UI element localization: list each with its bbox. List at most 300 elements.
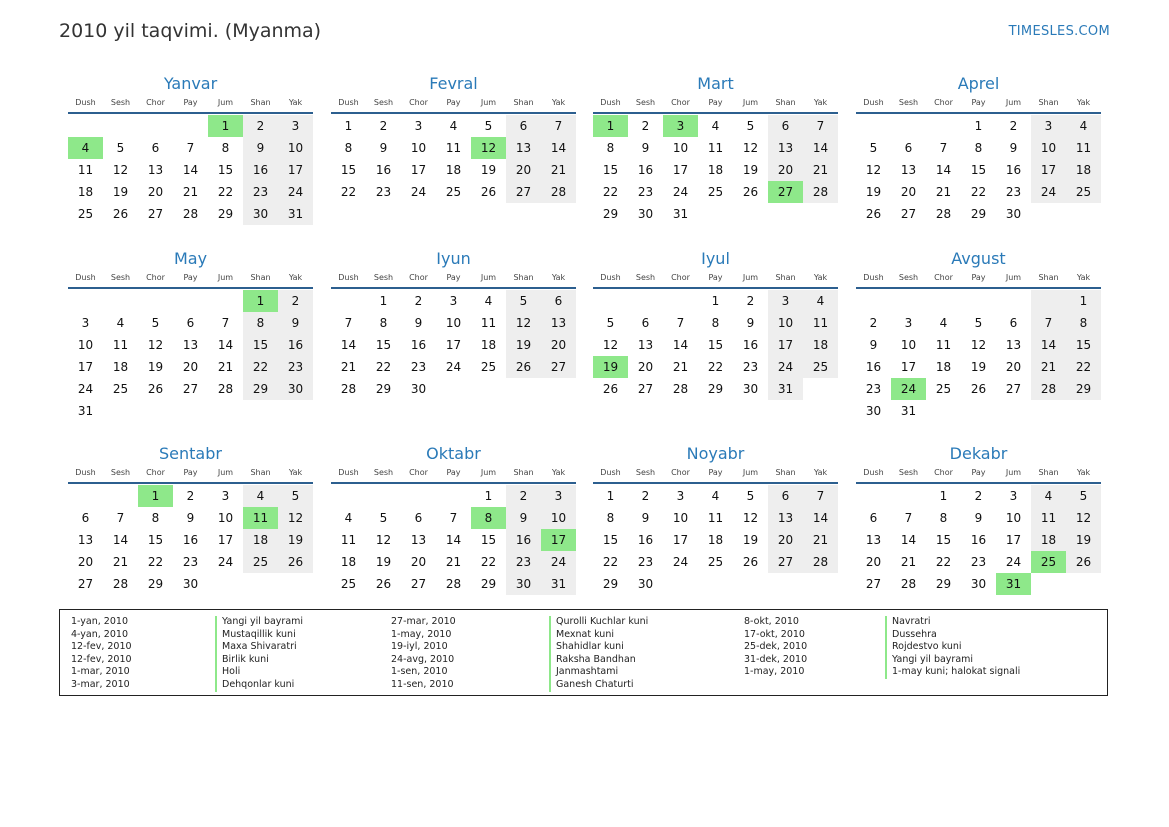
day-cell: 8 xyxy=(151,511,160,525)
day-cell: 13 xyxy=(77,533,94,547)
day-cell: 25 xyxy=(243,551,278,573)
weekday-label: Pay xyxy=(708,468,723,477)
day-cell: 18 xyxy=(445,163,462,177)
day-cell: 10 xyxy=(278,137,313,159)
day-cell: 2 xyxy=(974,489,983,503)
day-cell: 5 xyxy=(1066,485,1101,507)
weekday-label: Pay xyxy=(183,273,198,282)
day-cell: 16 xyxy=(506,529,541,551)
empty-cell xyxy=(68,290,103,312)
day-cell: 2 xyxy=(278,290,313,312)
legend-holiday-name: Yangi yil bayrami xyxy=(215,616,303,629)
day-cell: 14 xyxy=(217,338,234,352)
weekday-label: Yak xyxy=(1076,273,1091,282)
site-link[interactable]: TIMESLES.COM xyxy=(1008,24,1110,39)
day-cell: 20 xyxy=(77,555,94,569)
day-cell: 2 xyxy=(1009,119,1018,133)
month-mart xyxy=(593,74,838,225)
day-cell: 11 xyxy=(803,312,838,334)
empty-cell xyxy=(436,485,471,507)
legend-holiday-name: Maxa Shivaratri xyxy=(215,641,303,654)
day-cell: 6 xyxy=(641,316,650,330)
legend-holiday-name: 1-may kuni; halokat signali xyxy=(885,666,1020,679)
empty-cell xyxy=(138,290,173,312)
day-cell: 13 xyxy=(182,338,199,352)
empty-cell xyxy=(138,115,173,137)
weekday-label: Sesh xyxy=(898,468,919,477)
day-cell: 31 xyxy=(996,573,1031,595)
day-cell: 3 xyxy=(414,119,423,133)
day-cell: 27 xyxy=(410,577,427,591)
day-cell: 10 xyxy=(77,338,94,352)
weekday-label: Shan xyxy=(1038,273,1059,282)
day-cell: 16 xyxy=(637,533,654,547)
weekday-header xyxy=(68,272,313,289)
weekday-label: Dush xyxy=(863,273,884,282)
day-cell: 8 xyxy=(221,141,230,155)
day-cell: 9 xyxy=(974,511,983,525)
day-cell: 17 xyxy=(541,529,576,551)
day-cell: 3 xyxy=(221,489,230,503)
day-cell: 20 xyxy=(900,185,917,199)
day-cell: 1 xyxy=(344,119,353,133)
legend-date: 12-fev, 2010 xyxy=(71,641,132,653)
legend-date: 1-yan, 2010 xyxy=(71,616,128,627)
day-cell: 17 xyxy=(278,159,313,181)
empty-cell xyxy=(1066,203,1101,225)
month-name: Aprel xyxy=(957,74,1000,93)
day-cell: 20 xyxy=(147,185,164,199)
day-cell: 19 xyxy=(375,555,392,569)
day-cell: 14 xyxy=(803,507,838,529)
day-cell: 16 xyxy=(410,338,427,352)
day-cell: 18 xyxy=(707,533,724,547)
day-cell: 31 xyxy=(900,404,917,418)
empty-cell xyxy=(961,400,996,422)
empty-cell xyxy=(103,290,138,312)
day-cell: 8 xyxy=(471,507,506,529)
weekday-label: Shan xyxy=(1038,98,1059,107)
day-cell: 30 xyxy=(506,573,541,595)
day-cell: 9 xyxy=(414,316,423,330)
day-cell: 4 xyxy=(243,485,278,507)
day-cell: 7 xyxy=(221,316,230,330)
day-cell: 16 xyxy=(375,163,392,177)
day-cell: 29 xyxy=(480,577,497,591)
day-cell: 20 xyxy=(506,159,541,181)
weekday-label: Sesh xyxy=(110,273,131,282)
legend-holiday-name: Birlik kuni xyxy=(215,654,303,667)
empty-cell xyxy=(68,115,103,137)
empty-cell xyxy=(243,400,278,422)
empty-cell xyxy=(1066,573,1101,595)
day-grid xyxy=(68,115,313,225)
day-cell: 1 xyxy=(711,294,720,308)
day-cell: 23 xyxy=(243,181,278,203)
weekday-label: Chor xyxy=(934,468,953,477)
day-cell: 26 xyxy=(865,207,882,221)
weekday-label: Dush xyxy=(75,468,96,477)
day-cell: 20 xyxy=(182,360,199,374)
day-cell: 10 xyxy=(1005,511,1022,525)
day-cell: 14 xyxy=(803,137,838,159)
empty-cell xyxy=(628,290,663,312)
day-cell: 19 xyxy=(506,334,541,356)
day-grid xyxy=(856,290,1101,422)
day-cell: 11 xyxy=(112,338,129,352)
day-cell: 21 xyxy=(900,555,917,569)
day-cell: 25 xyxy=(1031,551,1066,573)
empty-cell xyxy=(856,115,891,137)
day-cell: 23 xyxy=(970,555,987,569)
day-cell: 17 xyxy=(672,163,689,177)
empty-cell xyxy=(663,573,698,595)
day-cell: 1 xyxy=(208,115,243,137)
empty-cell xyxy=(996,400,1031,422)
legend-dates-col-3 xyxy=(744,616,807,679)
day-cell: 6 xyxy=(414,511,423,525)
day-cell: 23 xyxy=(637,185,654,199)
day-cell: 22 xyxy=(602,555,619,569)
day-cell: 7 xyxy=(1031,312,1066,334)
day-cell: 17 xyxy=(217,533,234,547)
day-cell: 24 xyxy=(541,551,576,573)
day-grid xyxy=(593,485,838,595)
weekday-label: Jum xyxy=(480,468,497,477)
legend-date: 8-okt, 2010 xyxy=(744,616,799,627)
day-cell: 11 xyxy=(445,141,462,155)
day-cell: 12 xyxy=(1066,507,1101,529)
day-cell: 28 xyxy=(672,382,689,396)
weekday-header xyxy=(856,272,1101,289)
day-cell: 12 xyxy=(506,312,541,334)
weekday-label: Chor xyxy=(146,98,165,107)
weekday-label: Chor xyxy=(146,273,165,282)
day-cell: 1 xyxy=(606,489,615,503)
weekday-label: Shan xyxy=(513,273,534,282)
day-cell: 1 xyxy=(379,294,388,308)
day-cell: 18 xyxy=(803,334,838,356)
day-cell: 14 xyxy=(445,533,462,547)
day-cell: 4 xyxy=(449,119,458,133)
day-cell: 13 xyxy=(1005,338,1022,352)
month-oktabr xyxy=(331,444,576,595)
empty-cell xyxy=(401,485,436,507)
day-cell: 25 xyxy=(803,356,838,378)
weekday-label: Pay xyxy=(446,468,461,477)
day-cell: 17 xyxy=(445,338,462,352)
day-cell: 15 xyxy=(935,533,952,547)
day-cell: 28 xyxy=(900,577,917,591)
weekday-label: Dush xyxy=(863,468,884,477)
day-cell: 10 xyxy=(217,511,234,525)
day-cell: 24 xyxy=(1031,181,1066,203)
weekday-header xyxy=(68,467,313,484)
day-cell: 2 xyxy=(506,485,541,507)
month-sentabr xyxy=(68,444,313,595)
day-cell: 12 xyxy=(147,338,164,352)
day-cell: 18 xyxy=(707,163,724,177)
weekday-label: Sesh xyxy=(635,98,656,107)
empty-cell xyxy=(891,485,926,507)
day-grid xyxy=(331,115,576,203)
day-cell: 14 xyxy=(541,137,576,159)
legend-date: 1-sen, 2010 xyxy=(391,666,448,678)
empty-cell xyxy=(541,378,576,400)
day-cell: 11 xyxy=(340,533,357,547)
weekday-label: Jum xyxy=(217,98,234,107)
day-cell: 20 xyxy=(768,159,803,181)
day-cell: 3 xyxy=(904,316,913,330)
day-cell: 3 xyxy=(449,294,458,308)
day-cell: 6 xyxy=(186,316,195,330)
day-cell: 13 xyxy=(900,163,917,177)
day-cell: 25 xyxy=(77,207,94,221)
day-cell: 24 xyxy=(672,185,689,199)
day-cell: 4 xyxy=(484,294,493,308)
day-cell: 25 xyxy=(935,382,952,396)
day-cell: 7 xyxy=(676,316,685,330)
day-cell: 18 xyxy=(340,555,357,569)
day-cell: 2 xyxy=(746,294,755,308)
weekday-label: Yak xyxy=(1076,98,1091,107)
day-cell: 21 xyxy=(340,360,357,374)
empty-cell xyxy=(1031,573,1066,595)
month-may xyxy=(68,249,313,422)
day-cell: 5 xyxy=(606,316,615,330)
day-cell: 27 xyxy=(506,181,541,203)
day-cell: 20 xyxy=(541,334,576,356)
day-cell: 17 xyxy=(410,163,427,177)
day-cell: 28 xyxy=(340,382,357,396)
day-cell: 2 xyxy=(186,489,195,503)
day-cell: 4 xyxy=(711,489,720,503)
day-cell: 10 xyxy=(768,312,803,334)
weekday-label: Chor xyxy=(934,98,953,107)
day-cell: 29 xyxy=(970,207,987,221)
day-cell: 11 xyxy=(707,141,724,155)
weekday-header xyxy=(331,272,576,289)
weekday-label: Sesh xyxy=(635,273,656,282)
empty-cell xyxy=(173,400,208,422)
month-name: Mart xyxy=(697,74,734,93)
day-cell: 4 xyxy=(803,290,838,312)
day-cell: 31 xyxy=(768,378,803,400)
legend-date: 31-dek, 2010 xyxy=(744,653,808,665)
month-noyabr xyxy=(593,444,838,595)
weekday-label: Pay xyxy=(446,98,461,107)
day-cell: 22 xyxy=(480,555,497,569)
day-cell: 13 xyxy=(768,137,803,159)
day-cell: 25 xyxy=(1066,181,1101,203)
day-grid xyxy=(593,115,838,225)
day-cell: 10 xyxy=(672,511,689,525)
day-cell: 11 xyxy=(77,163,94,177)
day-cell: 22 xyxy=(147,555,164,569)
weekday-label: Sesh xyxy=(373,98,394,107)
weekday-label: Pay xyxy=(708,273,723,282)
day-cell: 31 xyxy=(77,404,94,418)
day-cell: 5 xyxy=(151,316,160,330)
weekday-label: Dush xyxy=(600,98,621,107)
day-cell: 30 xyxy=(182,577,199,591)
month-name: Sentabr xyxy=(159,444,222,463)
day-cell: 8 xyxy=(606,511,615,525)
empty-cell xyxy=(243,573,278,595)
day-cell: 19 xyxy=(593,356,628,378)
legend-date: 1-mar, 2010 xyxy=(71,666,130,678)
day-cell: 23 xyxy=(1005,185,1022,199)
day-cell: 13 xyxy=(410,533,427,547)
day-cell: 18 xyxy=(480,338,497,352)
weekday-header xyxy=(593,272,838,289)
empty-cell xyxy=(733,573,768,595)
day-cell: 24 xyxy=(410,185,427,199)
empty-cell xyxy=(331,485,366,507)
weekday-label: Chor xyxy=(409,468,428,477)
day-cell: 30 xyxy=(243,203,278,225)
empty-cell xyxy=(733,203,768,225)
month-iyun xyxy=(331,249,576,400)
empty-cell xyxy=(856,290,891,312)
day-cell: 13 xyxy=(768,507,803,529)
month-name: Yanvar xyxy=(163,74,218,93)
day-cell: 15 xyxy=(480,533,497,547)
weekday-label: Sesh xyxy=(110,468,131,477)
day-cell: 8 xyxy=(1066,312,1101,334)
day-cell: 19 xyxy=(278,529,313,551)
legend-holiday-name: Dehqonlar kuni xyxy=(215,679,303,692)
day-cell: 11 xyxy=(243,507,278,529)
legend-holiday-name: Mustaqillik kuni xyxy=(215,629,303,642)
month-aprel xyxy=(856,74,1101,225)
day-cell: 22 xyxy=(375,360,392,374)
weekday-label: Shan xyxy=(250,468,271,477)
day-cell: 22 xyxy=(340,185,357,199)
weekday-header xyxy=(331,467,576,484)
weekday-label: Sesh xyxy=(898,273,919,282)
day-cell: 23 xyxy=(742,360,759,374)
day-cell: 2 xyxy=(869,316,878,330)
day-cell: 30 xyxy=(278,378,313,400)
day-cell: 1 xyxy=(484,489,493,503)
day-grid xyxy=(331,290,576,400)
day-cell: 1 xyxy=(593,115,628,137)
day-cell: 16 xyxy=(243,159,278,181)
empty-cell xyxy=(103,400,138,422)
weekday-label: Shan xyxy=(775,273,796,282)
empty-cell xyxy=(331,290,366,312)
day-cell: 7 xyxy=(904,511,913,525)
day-cell: 17 xyxy=(1031,159,1066,181)
day-cell: 23 xyxy=(375,185,392,199)
day-cell: 14 xyxy=(182,163,199,177)
weekday-label: Shan xyxy=(250,98,271,107)
day-cell: 16 xyxy=(182,533,199,547)
day-cell: 22 xyxy=(1066,356,1101,378)
day-cell: 6 xyxy=(768,485,803,507)
day-cell: 20 xyxy=(410,555,427,569)
day-cell: 15 xyxy=(602,533,619,547)
day-cell: 5 xyxy=(484,119,493,133)
legend-holiday-name: Shahidlar kuni xyxy=(549,641,648,654)
day-cell: 17 xyxy=(672,533,689,547)
day-cell: 28 xyxy=(935,207,952,221)
day-cell: 27 xyxy=(865,577,882,591)
empty-cell xyxy=(698,573,733,595)
day-cell: 22 xyxy=(707,360,724,374)
day-cell: 4 xyxy=(344,511,353,525)
month-iyul xyxy=(593,249,838,400)
day-cell: 17 xyxy=(1005,533,1022,547)
day-cell: 26 xyxy=(147,382,164,396)
day-cell: 3 xyxy=(541,485,576,507)
day-cell: 27 xyxy=(768,551,803,573)
weekday-label: Dush xyxy=(600,273,621,282)
day-cell: 26 xyxy=(480,185,497,199)
empty-cell xyxy=(103,485,138,507)
day-cell: 10 xyxy=(410,141,427,155)
day-cell: 7 xyxy=(939,141,948,155)
day-cell: 7 xyxy=(344,316,353,330)
weekday-label: Dush xyxy=(75,273,96,282)
legend-date: 12-fev, 2010 xyxy=(71,653,132,665)
legend-holiday-name: Navratri xyxy=(885,616,1020,629)
empty-cell xyxy=(1031,400,1066,422)
day-cell: 27 xyxy=(900,207,917,221)
day-cell: 4 xyxy=(711,119,720,133)
day-cell: 9 xyxy=(869,338,878,352)
day-cell: 29 xyxy=(707,382,724,396)
month-name: Iyul xyxy=(701,249,730,268)
legend-date: 1-may, 2010 xyxy=(391,628,452,640)
weekday-label: Yak xyxy=(288,468,303,477)
day-cell: 6 xyxy=(151,141,160,155)
empty-cell xyxy=(856,485,891,507)
weekday-label: Jum xyxy=(742,468,759,477)
day-cell: 29 xyxy=(602,207,619,221)
day-cell: 9 xyxy=(278,312,313,334)
weekday-label: Jum xyxy=(480,98,497,107)
day-cell: 14 xyxy=(935,163,952,177)
day-cell: 18 xyxy=(1031,529,1066,551)
day-cell: 16 xyxy=(637,163,654,177)
day-cell: 26 xyxy=(278,551,313,573)
empty-cell xyxy=(436,378,471,400)
empty-cell xyxy=(891,115,926,137)
weekday-label: Shan xyxy=(1038,468,1059,477)
month-name: Dekabr xyxy=(949,444,1008,463)
month-name: May xyxy=(173,249,208,268)
day-cell: 17 xyxy=(900,360,917,374)
empty-cell xyxy=(926,115,961,137)
empty-cell xyxy=(68,485,103,507)
day-cell: 22 xyxy=(217,185,234,199)
day-cell: 2 xyxy=(414,294,423,308)
legend-date: 25-dek, 2010 xyxy=(744,641,808,653)
day-cell: 12 xyxy=(375,533,392,547)
legend-date: 27-mar, 2010 xyxy=(391,616,456,627)
day-cell: 5 xyxy=(278,485,313,507)
day-cell: 27 xyxy=(637,382,654,396)
day-cell: 23 xyxy=(506,551,541,573)
day-cell: 21 xyxy=(803,159,838,181)
day-cell: 18 xyxy=(77,185,94,199)
day-cell: 27 xyxy=(147,207,164,221)
legend-date: 24-avg, 2010 xyxy=(391,653,455,665)
day-cell: 30 xyxy=(865,404,882,418)
day-cell: 22 xyxy=(602,185,619,199)
